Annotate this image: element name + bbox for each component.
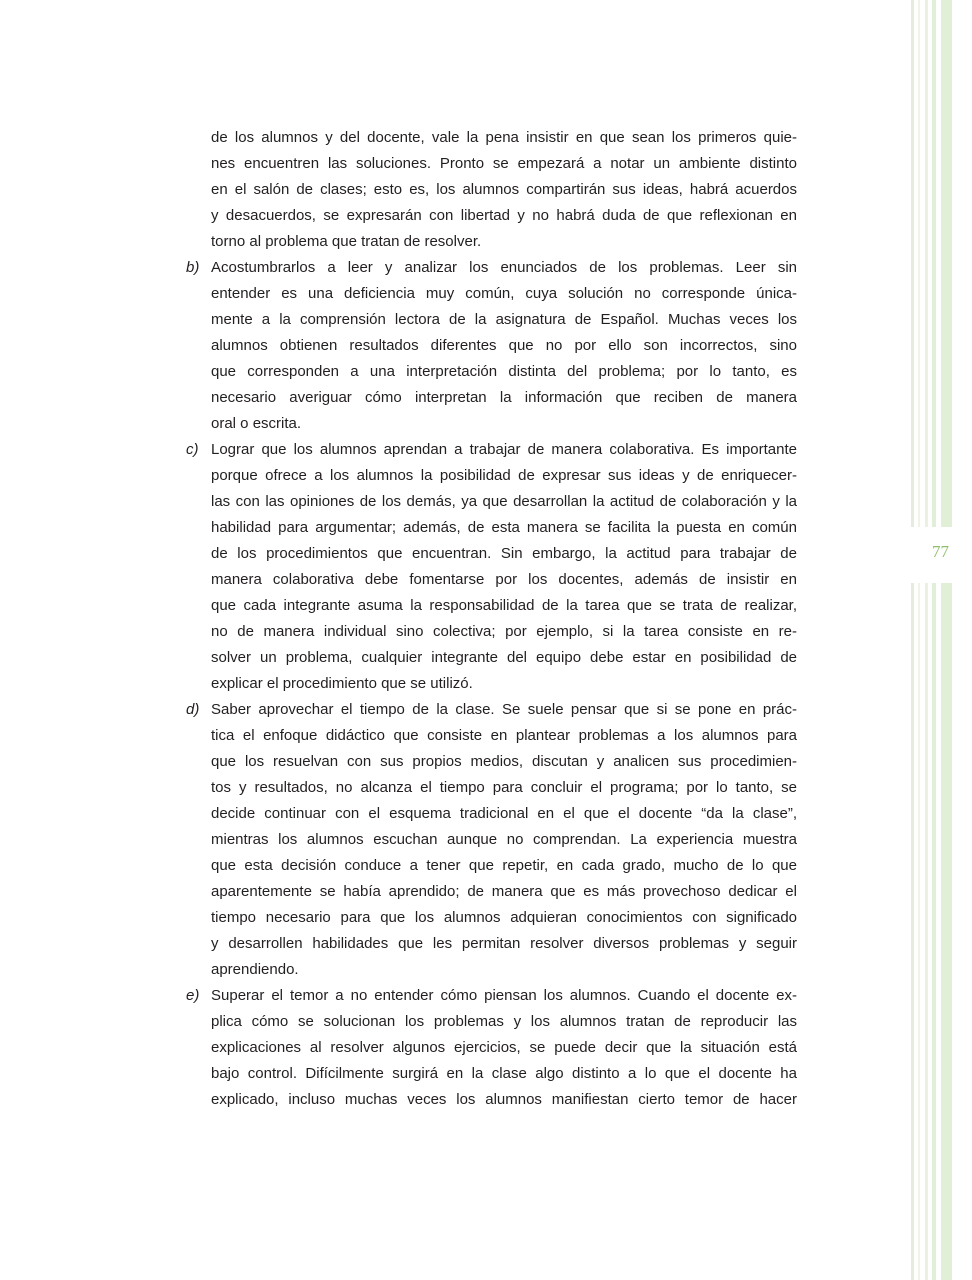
text-line: que los resuelvan con sus propios medios, discutan y analicen sus procedimien- [211,753,797,770]
stripe [925,583,928,1280]
text-line: manera colaborativa debe fomentarse por los docentes, además de insistir en [211,571,797,588]
list-marker: e) [186,987,200,1004]
text-line: aparentemente se había aprendido; de manera que es más provechoso dedicar el [211,883,797,900]
text-line: y desarrollen habilidades que les permitan resolver diversos problemas y seguir [211,935,797,952]
text-line: Superar el temor a no entender cómo piensan los alumnos. Cuando el docente ex- [211,987,797,1004]
stripe [932,0,936,527]
continuation-paragraph [186,125,797,255]
text-line: que esta decisión conduce a tener que repetir, en cada grado, mucho de lo que [211,857,797,874]
list-item-b [186,255,797,437]
text-line: porque ofrece a los alumnos la posibilidad de expresar sus ideas y de enriquecer- [211,467,797,484]
text-line: en el salón de clases; esto es, los alumnos compartirán sus ideas, habrá acuerdos [211,181,797,198]
stripe [925,0,928,527]
stripe [941,583,952,1280]
text-line: explicaciones al resolver algunos ejercicios, se puede decir que la situación está [211,1039,797,1056]
text-line: de los procedimientos que encuentran. Sin embargo, la actitud para trabajar de [211,545,797,562]
text-line: tica el enfoque didáctico que consiste en plantear problemas a los alumnos para [211,727,797,744]
body-text [186,125,797,1113]
text-line: entender es una deficiencia muy común, cuya solución no corresponde única- [211,285,797,302]
text-line: plica cómo se solucionan los problemas y los alumnos tratan de reproducir las [211,1013,797,1030]
text-line: mientras los alumnos escuchan aunque no comprendan. La experiencia muestra [211,831,797,848]
stripe [911,583,914,1280]
list-item-c [186,437,797,697]
margin-stripes-decoration [900,0,972,1280]
text-line: explicar el procedimiento que se utilizó. [211,675,473,692]
stripe [918,0,920,527]
stripe [918,583,920,1280]
stripe [941,0,952,527]
text-line: Acostumbrarlos a leer y analizar los enunciados de los problemas. Leer sin [211,259,797,276]
page-number: 77 [932,542,949,561]
text-line: y desacuerdos, se expresarán con libertad y no habrá duda de que reflexionan en [211,207,797,224]
text-line: Saber aprovechar el tiempo de la clase. Se suele pensar que si se pone en prác- [211,701,797,718]
text-line: necesario averiguar cómo interpretan la información que reciben de manera [211,389,797,406]
text-line: de los alumnos y del docente, vale la pena insistir en que sean los primeros quie- [211,129,797,146]
text-line: aprendiendo. [211,961,299,978]
list-marker: b) [186,259,200,276]
text-line: explicado, incluso muchas veces los alumnos manifiestan cierto temor de hacer [211,1091,797,1108]
text-line: tos y resultados, no alcanza el tiempo para concluir el programa; por lo tanto, se [211,779,797,796]
stripe [911,0,914,527]
list-marker: c) [186,441,199,458]
list-marker: d) [186,701,200,718]
text-line: oral o escrita. [211,415,302,432]
stripe [932,583,936,1280]
text-line: decide continuar con el esquema tradicional en el que el docente “da la clase”, [211,805,797,822]
text-line: las con las opiniones de los demás, ya que desarrollan la actitud de colaboración y la [211,493,797,510]
text-line: que cada integrante asuma la responsabilidad de la tarea que se trata de realizar, [211,597,797,614]
text-line: Lograr que los alumnos aprendan a trabajar de manera colaborativa. Es importante [211,441,797,458]
text-line: nes encuentren las soluciones. Pronto se empezará a notar un ambiente distinto [211,155,797,172]
text-line: alumnos obtienen resultados diferentes que no por ello son incorrectos, sino [211,337,797,354]
text-line: tiempo necesario para que los alumnos adquieran conocimientos con significado [211,909,797,926]
text-line: mente a la comprensión lectora de la asignatura de Español. Muchas veces los [211,311,797,328]
text-line: torno al problema que tratan de resolver. [211,233,482,250]
list-item-e [186,983,797,1113]
text-line: no de manera individual sino colectiva; por ejemplo, si la tarea consiste en re- [211,623,797,640]
text-line: que corresponden a una interpretación distinta del problema; por lo tanto, es [211,363,797,380]
text-line: bajo control. Difícilmente surgirá en la clase algo distinto a lo que el docente ha [211,1065,797,1082]
text-line: habilidad para argumentar; además, de esta manera se facilita la puesta en común [211,519,797,536]
list-item-d [186,697,797,983]
text-line: solver un problema, cualquier integrante del equipo debe estar en posibilidad de [211,649,797,666]
